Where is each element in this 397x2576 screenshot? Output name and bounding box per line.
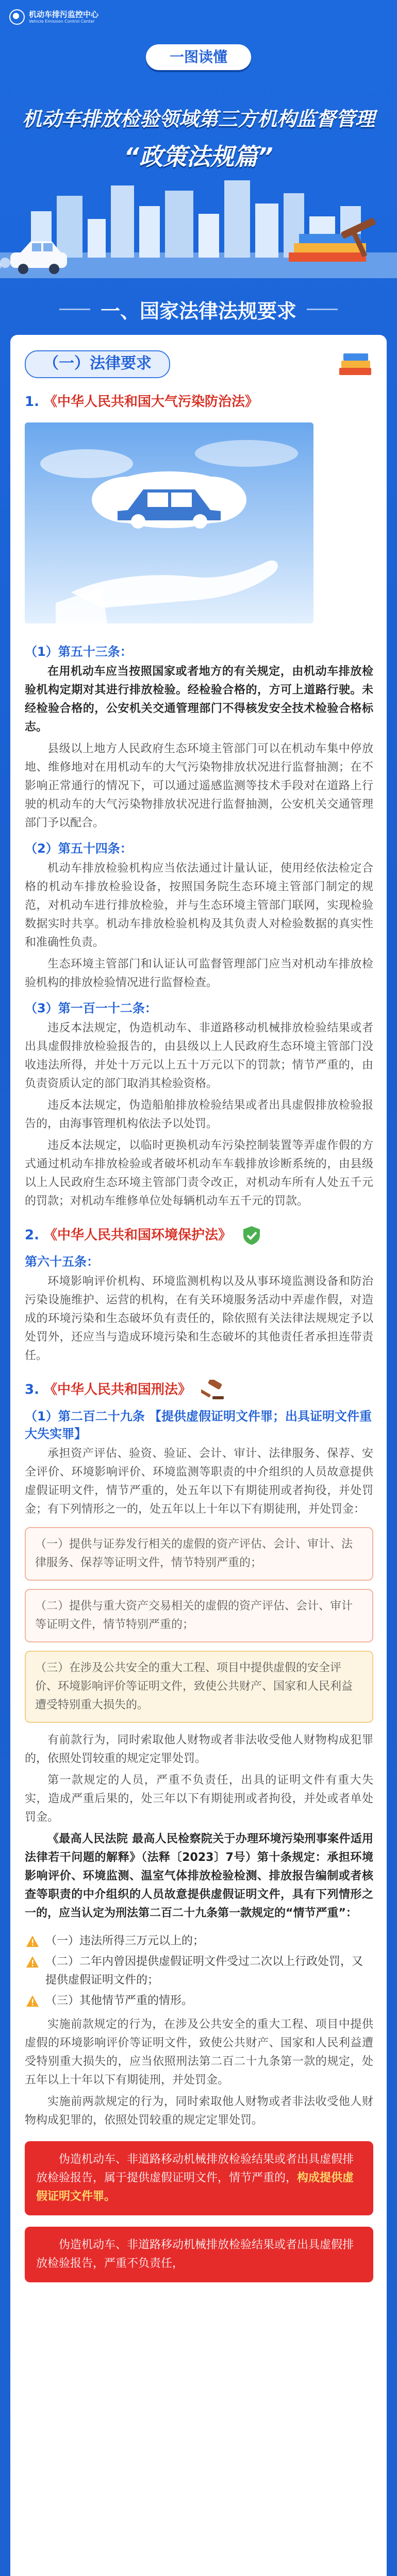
article-heading: 第六十五条：: [25, 1255, 99, 1269]
article-paragraph: 环境影响评价机构、环境监测机构以及从事环境监测设备和防治污染设施维护、运营的机构，在有关环境服务活动中弄虚作假，对造成的环境污染和生态破坏负有责任的，除依照有关法律法规规定予以处罚外，还应当与造成环境污染和生态破坏的其他责任者承担连带责任。: [25, 1275, 373, 1362]
category-pill: （一）法律要求: [25, 350, 170, 378]
article-paragraph: 实施前两款规定的行为，同时索取他人财物或者非法收受他人财物构成犯罪的，依照处罚较重的规定定罪处罚。: [25, 2095, 373, 2127]
article-heading: （1）第二百二十九条 【提供虚假证明文件罪；出具证明文件重大失实罪】: [25, 1409, 372, 1441]
car-cloud-hand-illustration: [25, 422, 313, 623]
article-paragraph: 实施前款规定的行为，在涉及公共安全的重大工程、项目中提供虚假的环境影响评价等证明文件，致使公共财产、国家和人民利益遭受特别重大损失的，应当依照刑法第二百二十九条第一款的规定，处五年以上十年以下有期徒刑，并处罚金。: [25, 2018, 373, 2087]
law-name: 《中华人民共和国刑法》: [44, 1382, 192, 1398]
article-paragraph: 违反本法规定，伪造船舶排放检验结果或者出具虚假排放检验报告的，由海事管理机构依法予以处罚。: [25, 1099, 373, 1130]
law-name: 《中华人民共和国环境保护法》: [44, 1227, 232, 1243]
article-paragraph: 第一款规定的人员，严重不负责任，出具的证明文件有重大失实，造成严重后果的，处三年以下有期徒刑或者拘役，并处或者单处罚金。: [25, 1774, 373, 1824]
article-paragraph: 违反本法规定，伪造机动车、非道路移动机械排放检验结果或者出具虚假排放检验报告的，由县级以上人民政府生态环境主管部门没收违法所得，并处十万元以上五十万元以下的罚款；情节严重的，由负责资质认定的部门取消其检验资格。: [25, 1022, 373, 1090]
highlight-emphasis: 构成提供虚假证明文件罪。: [36, 2172, 354, 2203]
page-title: 机动车排放检验领域第三方机构监督管理: [22, 108, 375, 130]
books-icon: [337, 349, 373, 377]
gavel-icon: [201, 1380, 225, 1400]
article-paragraph: 在用机动车应当按照国家或者地方的有关规定，由机动车排放检验机构定期对其进行排放检验。经检验合格的，方可上道路行驶。未经检验合格的，公安机关交通管理部门不得核发安全技术检验合格标志。: [25, 665, 373, 734]
article-heading: （1）第五十三条：: [25, 645, 133, 659]
list-item-text: （三）其他情节严重的情形。: [45, 1994, 193, 2007]
law-title-3: [25, 1380, 373, 1400]
list-item-text: （一）违法所得三万元以上的；: [45, 1935, 205, 1947]
list-item: [25, 1992, 373, 2010]
law-number: 3.: [25, 1382, 39, 1398]
article-paragraph: 违反本法规定，以临时更换机动车污染控制装置等弄虚作假的方式通过机动车排放检验或者破坏机动车车载排放诊断系统的，由县级以上人民政府生态环境主管部门责令改正，对机动车所有人处五千元的罚款；对机动车维修单位处每辆机动车五千元的罚款。: [25, 1139, 373, 1208]
section-title: 一、国家法律法规要求: [0, 289, 397, 330]
article-paragraph: 承担资产评估、验资、验证、会计、审计、法律服务、保荐、安全评价、环境影响评价、环境监测等职责的中介组织的人员故意提供虚假证明文件，情节严重的，处五年以下有期徒刑或者拘役，并处罚金；有下列情形之一的，处五年以上十年以下有期徒刑，并处罚金：: [25, 1447, 373, 1516]
logo-text-cn: 机动车排污监控中心: [29, 10, 99, 19]
article-paragraph: 机动车排放检验机构应当依法通过计量认证，使用经依法检定合格的机动车排放检验设备，按照国务院生态环境主管部门制定的规范，对机动车进行排放检验，并与生态环境主管部门联网，实现检验数据实时共享。机动车排放检验机构及其负责人对检验数据的真实性和准确性负责。: [25, 862, 373, 949]
law-title-1: [25, 393, 373, 411]
logo-text-en: Vehicle Emission Control Center: [29, 19, 95, 24]
article-paragraph: 县级以上地方人民政府生态环境主管部门可以在机动车集中停放地、维修地对在用机动车的大气污染物排放状况进行监督抽测；在不影响正常通行的情况下，可以通过遥感监测等技术手段对在道路上行驶的机动车的大气污染物排放状况进行监督抽测，公安机关交通管理部门予以配合。: [25, 742, 373, 829]
city-illustration: [0, 175, 397, 278]
warning-icon: [25, 1955, 40, 1969]
judicial-interpretation: 《最高人民法院 最高人民检察院关于办理环境污染刑事案件适用法律若干问题的解释》（法释〔2023〕7号）第十条规定：承担环境影响评价、环境监测、温室气体排放检验检测、排放报告编制或者核查等职责的中介组织的人员故意提供虚假证明文件，具有下列情形之一的，应当认定为刑法第二百二十九条第一款规定的“情节严重”：: [25, 1833, 373, 1920]
logo-icon: [9, 9, 25, 25]
warning-icon: [25, 1935, 40, 1948]
warning-icon: [25, 1994, 40, 2008]
article-paragraph: 生态环境主管部门和认证认可监督管理部门应当对机动车排放检验机构的排放检验情况进行监督检查。: [25, 958, 373, 989]
clause-box-1: （一）提供与证券发行相关的虚假的资产评估、会计、审计、法律服务、保荐等证明文件，情节特别严重的；: [25, 1527, 373, 1581]
shield-icon: [241, 1225, 262, 1246]
list-item: [25, 1953, 373, 1990]
law1-article-3: [25, 999, 373, 1211]
header-badge: 一图读懂: [146, 44, 251, 70]
law1-article-2: [25, 840, 373, 992]
law-title-2: [25, 1225, 373, 1246]
highlight-text: 伪造机动车、非道路移动机械排放检验结果或者出具虚假排放检验报告，属于提供虚假证明文件，情节严重的，: [36, 2153, 354, 2184]
page-subtitle: “政策法规篇”: [124, 143, 273, 171]
highlight-box-2: [25, 2227, 373, 2282]
law-number: 2.: [25, 1227, 39, 1243]
logo: [9, 9, 98, 25]
clause-box-2: （二）提供与重大资产交易相关的虚假的资产评估、会计、审计等证明文件，情节特别严重的；: [25, 1589, 373, 1642]
highlight-box-1: [25, 2141, 373, 2215]
clause-box-3: （三）在涉及公共安全的重大工程、项目中提供虚假的安全评价、环境影响评价等证明文件，致使公共财产、国家和人民利益遭受特别重大损失的。: [25, 1651, 373, 1723]
serious-circumstances-list: [25, 1932, 373, 2010]
article-heading: （3）第一百一十二条：: [25, 1001, 157, 1015]
article-heading: （2）第五十四条：: [25, 841, 133, 856]
law1-article-1: [25, 643, 373, 833]
list-item-text: （二）二年内曾因提供虚假证明文件受过二次以上行政处罚，又提供虚假证明文件的；: [45, 1955, 363, 1987]
article-paragraph: 有前款行为，同时索取他人财物或者非法收受他人财物构成犯罪的，依照处罚较重的规定定罪处罚。: [25, 1734, 373, 1765]
content-card: [10, 335, 387, 2576]
law-number: 1.: [25, 394, 39, 410]
law-name: 《中华人民共和国大气污染防治法》: [44, 394, 259, 410]
list-item: [25, 1932, 373, 1951]
highlight-text: 伪造机动车、非道路移动机械排放检验结果或者出具虚假排放检验报告，严重不负责任，: [36, 2239, 354, 2270]
